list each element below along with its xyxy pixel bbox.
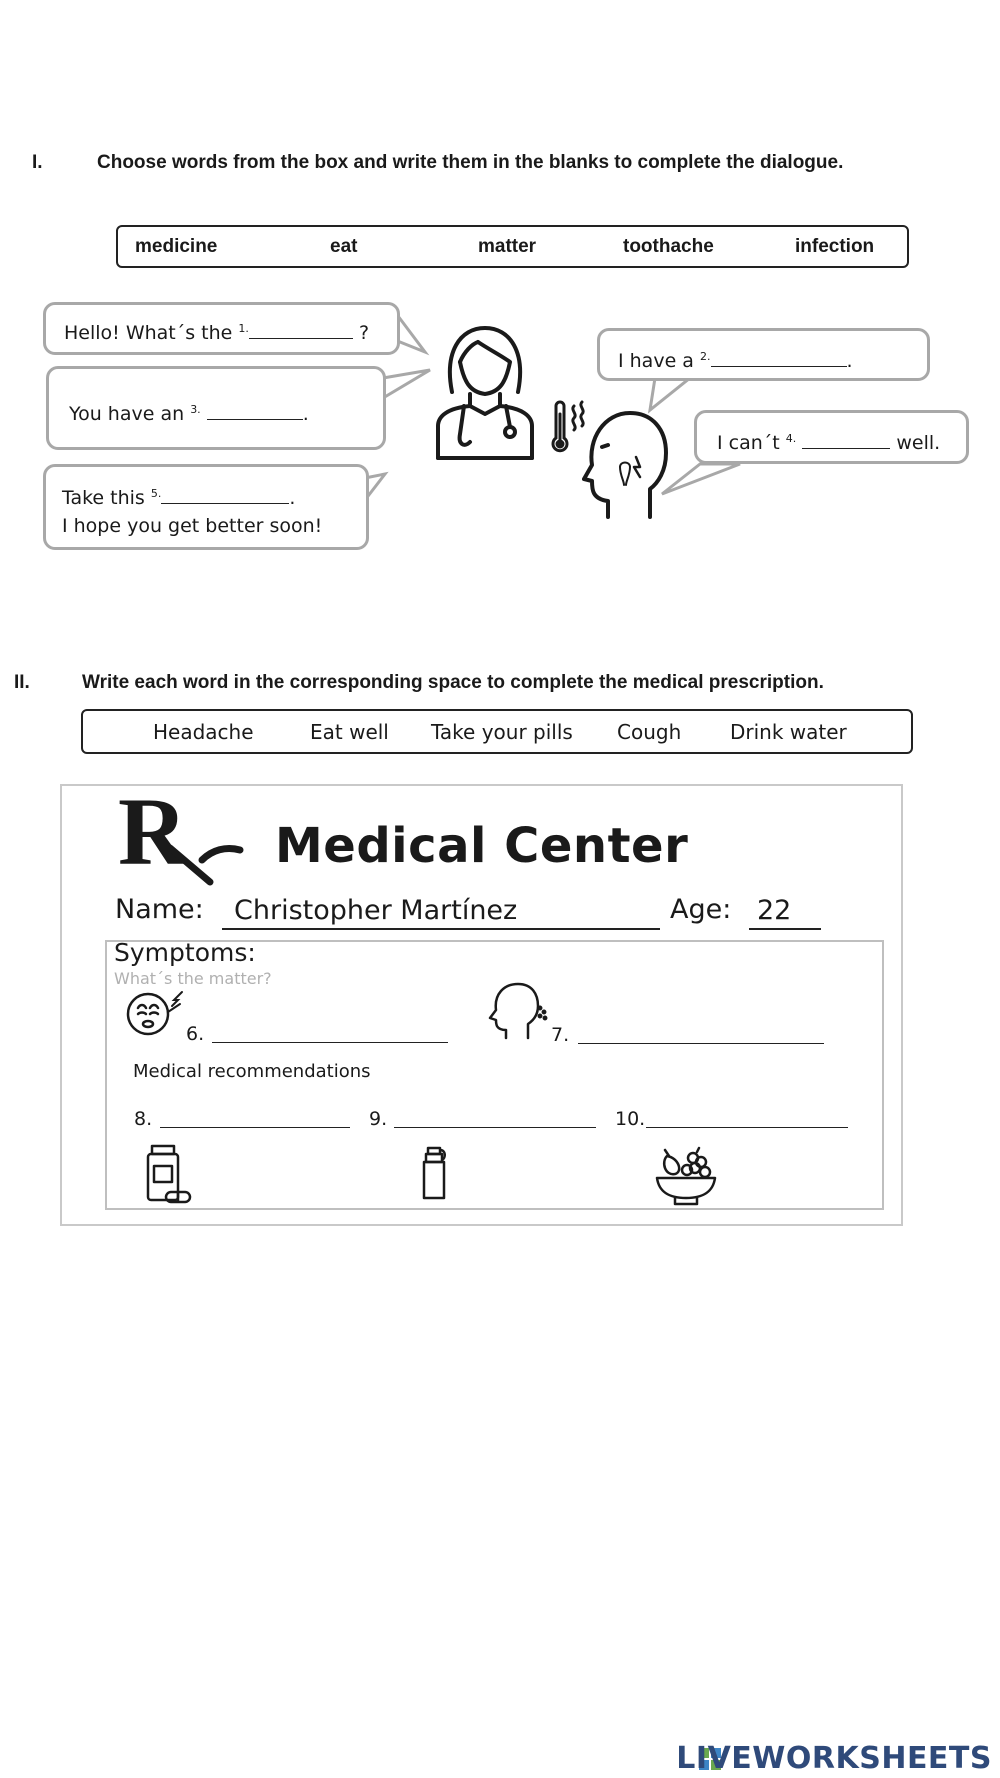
symptoms-subtitle: What´s the matter? bbox=[114, 969, 272, 988]
section-2-instruction: Write each word in the corresponding space to complete the medical prescription. bbox=[82, 672, 824, 693]
word-bank-item: Eat well bbox=[310, 719, 389, 744]
water-bottle-icon bbox=[418, 1144, 452, 1202]
blank-2[interactable] bbox=[711, 349, 847, 367]
answer-line-8[interactable] bbox=[160, 1127, 350, 1128]
word-bank-item: matter bbox=[478, 235, 537, 257]
bubble-text: Hello! What´s the bbox=[64, 322, 233, 344]
answer-line-6[interactable] bbox=[212, 1042, 448, 1043]
word-bank-item: Drink water bbox=[730, 719, 847, 744]
blank-3[interactable] bbox=[207, 402, 303, 420]
pill-bottle-icon bbox=[144, 1142, 194, 1206]
blank-number: 1. bbox=[238, 322, 249, 335]
blank-number: 5. bbox=[150, 487, 162, 500]
bubble-text: I have a bbox=[618, 350, 694, 372]
item-6-number: 6. bbox=[186, 1023, 205, 1045]
word-bank-item: toothache bbox=[623, 235, 714, 257]
bubble-text: You have an bbox=[69, 403, 185, 425]
bubble-text: ? bbox=[358, 322, 370, 344]
section-2-number: II. bbox=[14, 672, 30, 693]
word-bank-item: infection bbox=[795, 235, 875, 257]
recommendations-title: Medical recommendations bbox=[133, 1061, 371, 1082]
word-bank-item: Cough bbox=[617, 719, 682, 744]
cough-icon bbox=[488, 980, 548, 1042]
bubble-text: . bbox=[846, 350, 853, 372]
name-label: Name: bbox=[115, 894, 204, 925]
bubble-text: I can´t bbox=[717, 432, 780, 454]
speech-bubble-5 bbox=[694, 410, 969, 464]
symptoms-title: Symptoms: bbox=[114, 938, 256, 967]
blank-number: 3. bbox=[190, 403, 201, 416]
speech-bubble-3 bbox=[43, 464, 369, 550]
blank-5[interactable] bbox=[161, 486, 289, 504]
word-bank-item: eat bbox=[330, 235, 358, 257]
rx-symbol-icon: R bbox=[118, 788, 248, 888]
speech-bubble-2 bbox=[46, 366, 386, 450]
answer-line-10[interactable] bbox=[646, 1127, 848, 1128]
bubble-text: Take this bbox=[62, 487, 145, 509]
medical-center-title: Medical Center bbox=[275, 818, 689, 874]
speech-bubble-4 bbox=[597, 328, 930, 381]
word-bank-2 bbox=[81, 709, 913, 754]
item-7-number: 7. bbox=[551, 1024, 570, 1046]
fruit-bowl-icon bbox=[653, 1146, 719, 1206]
bubble-text: I hope you get better soon! bbox=[62, 515, 323, 537]
blank-1[interactable] bbox=[249, 321, 353, 339]
age-value[interactable]: 22 bbox=[749, 894, 821, 930]
speech-bubble-1 bbox=[43, 302, 400, 355]
blank-number: 2. bbox=[700, 350, 711, 363]
answer-line-7[interactable] bbox=[578, 1043, 824, 1044]
bubble-text: . bbox=[289, 487, 296, 509]
word-bank-item: medicine bbox=[135, 235, 218, 257]
doctor-icon bbox=[430, 322, 540, 462]
bubble-text: . bbox=[302, 403, 309, 425]
item-8-number: 8. bbox=[134, 1108, 153, 1130]
sick-head-icon bbox=[578, 405, 670, 521]
blank-4[interactable] bbox=[802, 431, 890, 449]
name-value[interactable]: Christopher Martínez bbox=[222, 894, 660, 930]
blank-number: 4. bbox=[785, 432, 797, 445]
answer-line-9[interactable] bbox=[394, 1127, 596, 1128]
item-9-number: 9. bbox=[369, 1108, 388, 1130]
section-1-instruction: Choose words from the box and write them in the blanks to complete the dialogue. bbox=[97, 152, 844, 173]
word-bank-item: Take your pills bbox=[431, 719, 573, 744]
word-bank-item: Headache bbox=[153, 719, 254, 744]
item-10-number: 10. bbox=[615, 1108, 646, 1130]
age-label: Age: bbox=[670, 894, 732, 925]
bubble-text: well. bbox=[896, 432, 941, 454]
liveworksheets-brand: LIVEWORKSHEETS bbox=[676, 1741, 992, 1776]
section-1-number: I. bbox=[32, 152, 43, 173]
